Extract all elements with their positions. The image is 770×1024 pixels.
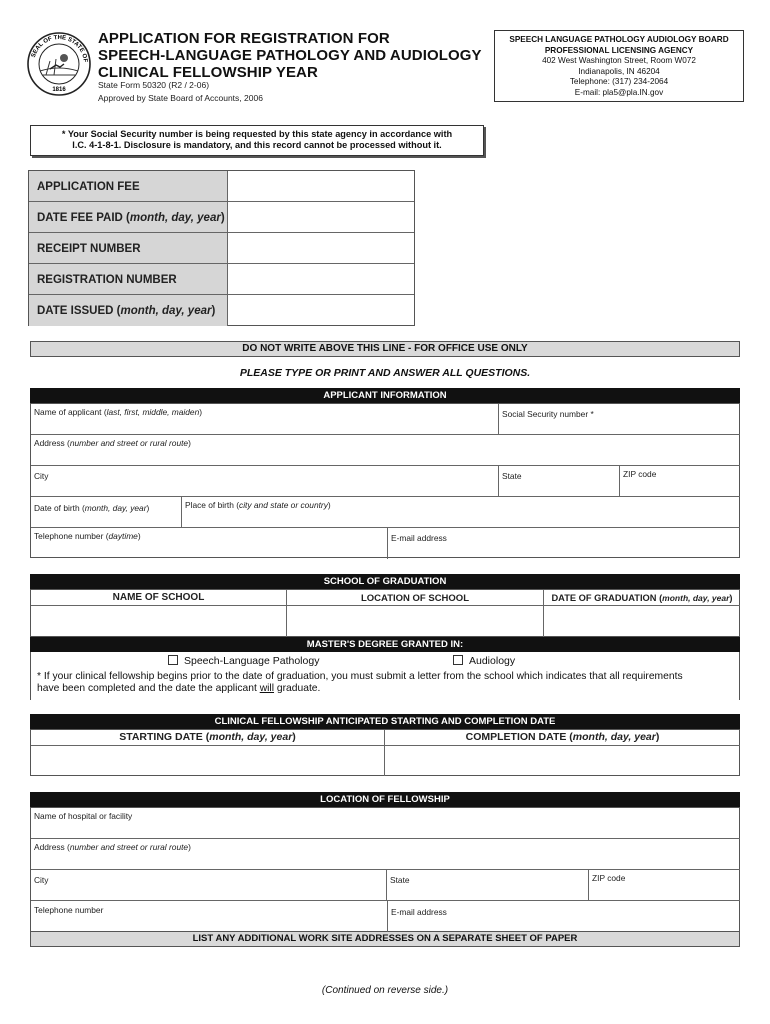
form-title: APPLICATION FOR REGISTRATION FOR SPEECH-LANGUAGE PATHOLOGY AND AUDIOLOGY CLINICAL FELLOWSHIP YEAR — [98, 30, 482, 81]
applicant-zip-field[interactable]: ZIP code — [620, 466, 740, 497]
state-form-number: State Form 50320 (R2 / 2-06) — [98, 80, 210, 90]
audiology-checkbox[interactable] — [453, 655, 463, 665]
applicant-state-field[interactable]: State — [499, 466, 620, 497]
date-fee-paid-row: DATE FEE PAID (month, day, year) — [29, 202, 414, 233]
applicant-city-field[interactable]: City — [31, 466, 499, 497]
additional-sites-bar: LIST ANY ADDITIONAL WORK SITE ADDRESSES ON A SEPARATE SHEET OF PAPER — [30, 931, 740, 947]
school-section — [30, 574, 740, 700]
application-fee-row: APPLICATION FEE — [29, 171, 414, 202]
starting-date-header: STARTING DATE (month, day, year) — [31, 730, 385, 746]
fellowship-zip-field[interactable]: ZIP code — [589, 870, 740, 901]
receipt-number-row: RECEIPT NUMBER — [29, 233, 414, 264]
continued-note: (Continued on reverse side.) — [321, 985, 449, 996]
agency-address-box: SPEECH LANGUAGE PATHOLOGY AUDIOLOGY BOARD PROFESSIONAL LICENSING AGENCY 402 West Washington Street, Room W072 Indianapolis, IN 46204 Telephone: (317) 234-2064 E-mail: pla5@pla.IN.gov — [494, 30, 744, 102]
completion-date-field[interactable] — [385, 746, 740, 776]
office-use-bar: DO NOT WRITE ABOVE THIS LINE - FOR OFFICE USE ONLY — [30, 341, 740, 357]
date-issued-field[interactable] — [228, 295, 414, 326]
date-fee-paid-field[interactable] — [228, 202, 414, 232]
speech-language-option[interactable]: Speech-Language Pathology — [168, 655, 319, 667]
fellowship-dates-section — [30, 714, 740, 776]
ssn-notice: * Your Social Security number is being requested by this state agency in accordance with I.C. 4-1-8-1. Disclosure is mandatory, and this record cannot be processed without it. — [30, 125, 484, 156]
fellowship-city-field[interactable]: City — [31, 870, 387, 901]
instructions: PLEASE TYPE OR PRINT AND ANSWER ALL QUESTIONS. — [239, 367, 531, 379]
school-name-field[interactable] — [31, 606, 287, 637]
completion-date-header: COMPLETION DATE (month, day, year) — [385, 730, 740, 746]
applicant-header: APPLICANT INFORMATION — [30, 388, 740, 403]
name-of-school-header: NAME OF SCHOOL — [31, 590, 287, 606]
school-header: SCHOOL OF GRADUATION — [30, 574, 740, 589]
state-seal — [26, 31, 92, 97]
place-of-birth-field[interactable]: Place of birth (city and state or country) — [182, 497, 740, 528]
speech-language-checkbox[interactable] — [168, 655, 178, 665]
fellowship-address-field[interactable]: Address (number and street or rural route) — [31, 839, 740, 870]
seal-text: SEAL OF THE STATE OF — [30, 34, 88, 63]
receipt-number-field[interactable] — [228, 233, 414, 263]
application-fee-field[interactable] — [228, 171, 414, 201]
date-of-birth-field[interactable]: Date of birth (month, day, year) — [31, 497, 182, 528]
location-of-school-header: LOCATION OF SCHOOL — [287, 590, 544, 606]
applicant-email-field[interactable]: E-mail address — [391, 533, 447, 543]
registration-number-field[interactable] — [228, 264, 414, 294]
registration-number-row: REGISTRATION NUMBER — [29, 264, 414, 295]
seal-year: 1816 — [52, 87, 66, 93]
applicant-section — [30, 388, 740, 558]
applicant-address-field[interactable]: Address (number and street or rural route) — [31, 435, 740, 466]
applicant-phone-field[interactable]: Telephone number (daytime) — [31, 528, 388, 559]
graduation-date-field[interactable] — [544, 606, 740, 637]
approval-line: Approved by State Board of Accounts, 2006 — [98, 93, 263, 103]
fellowship-phone-field[interactable]: Telephone number — [34, 905, 104, 915]
office-use-table — [28, 170, 415, 326]
starting-date-field[interactable] — [31, 746, 385, 776]
fellowship-location-header: LOCATION OF FELLOWSHIP — [30, 792, 740, 807]
fellowship-state-field[interactable]: State — [387, 870, 589, 901]
hospital-name-field[interactable]: Name of hospital or facility — [31, 808, 740, 839]
school-location-field[interactable] — [287, 606, 544, 637]
applicant-name-field[interactable]: Name of applicant (last, first, middle, maiden) — [31, 404, 499, 435]
fellowship-email-field[interactable]: E-mail address — [387, 901, 740, 932]
ssn-field[interactable]: Social Security number * — [499, 404, 740, 435]
date-issued-row: DATE ISSUED (month, day, year) — [29, 295, 414, 326]
audiology-option[interactable]: Audiology — [453, 655, 515, 667]
graduation-note: * If your clinical fellowship begins prior to the date of graduation, you must submit a letter from the school which indicates that all requirements have been completed and the date the applicant will graduate. — [37, 671, 683, 694]
fellowship-location-section — [30, 792, 740, 947]
degree-header: MASTER'S DEGREE GRANTED IN: — [30, 637, 740, 652]
fellowship-dates-header: CLINICAL FELLOWSHIP ANTICIPATED STARTING AND COMPLETION DATE — [30, 714, 740, 729]
date-of-graduation-header: DATE OF GRADUATION (month, day, year) — [544, 590, 740, 606]
